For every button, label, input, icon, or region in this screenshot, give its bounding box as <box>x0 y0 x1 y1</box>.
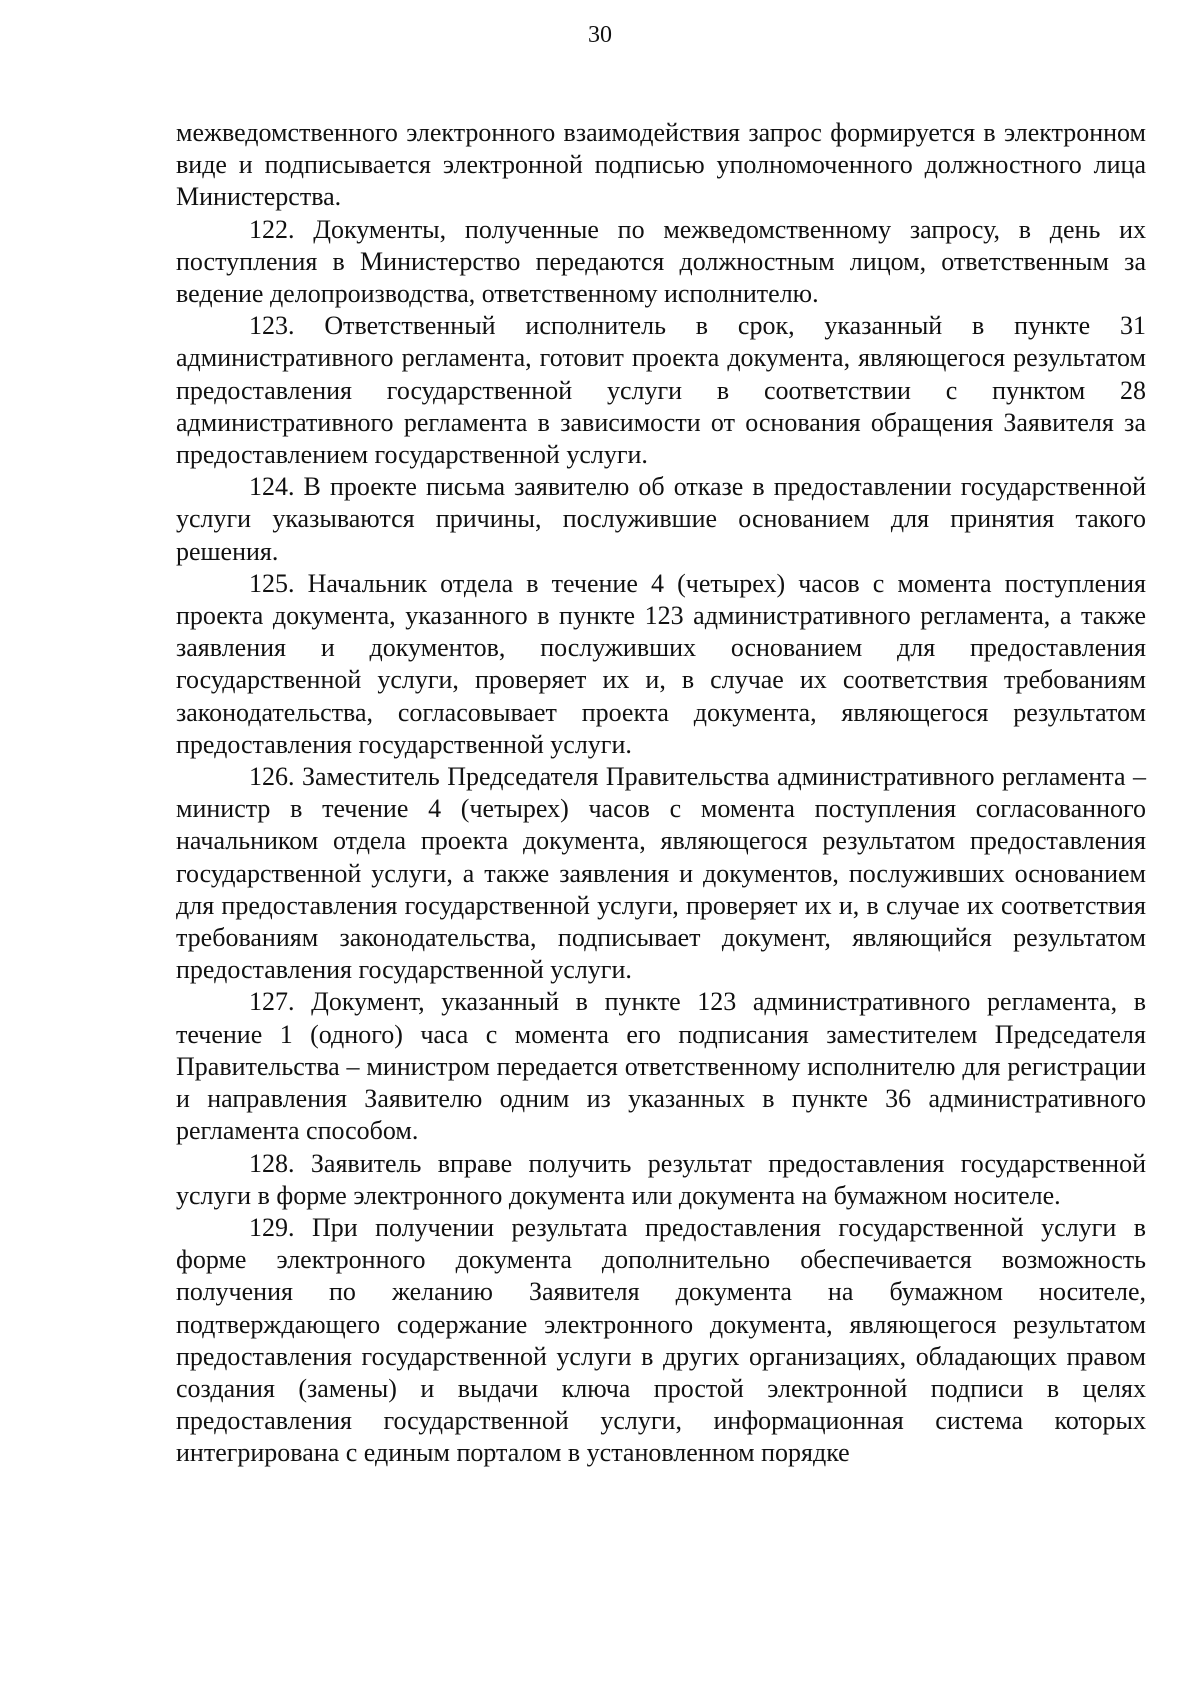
paragraph-122: 122. Документы, полученные по межведомственному запросу, в день их поступления в Министерство передаются должностным лицом, ответственным за ведение делопроизводства, ответственному исполнителю. <box>176 214 1146 309</box>
paragraph-127: 127. Документ, указанный в пункте 123 административного регламента, в течение 1 (одного) часа с момента его подписания заместителем Председателя Правительства – министром передается ответственному исполнителю для регистрации и направления Заявителю одним из указанных в пункте 36 административного регламента способом. <box>176 987 1146 1146</box>
paragraph-126: 126. Заместитель Председателя Правительства административного регламента – министр в течение 4 (четырех) часов с момента поступления согласованного начальником отдела проекта документа, являющегося результатом предоставления государственной услуги, а также заявления и документов, послуживших основанием для предоставления государственной услуги, проверяет их и, в случае их соответствия требованиям законодательства, подписывает документ, являющийся результатом предоставления государственной услуги. <box>176 762 1146 985</box>
paragraph-continuation: межведомственного электронного взаимодействия запрос формируется в электронном виде и подписывается электронной подписью уполномоченного должностного лица Министерства. <box>176 118 1146 212</box>
page-number: 30 <box>588 22 612 48</box>
paragraph-129: 129. При получении результата предоставления государственной услуги в форме электронного документа дополнительно обеспечивается возможность получения по желанию Заявителя документа на бумажном носителе, подтверждающего содержание электронного документа, являющегося результатом предоставления государственной услуги в других организациях, обладающих правом создания (замены) и выдачи ключа простой электронной подписи в целях предоставления государственной услуги, информационная система которых интегрирована с единым порталом в установленном порядке <box>176 1212 1146 1468</box>
paragraph-128: 128. Заявитель вправе получить результат предоставления государственной услуги в форме электронного документа или документа на бумажном носителе. <box>176 1148 1146 1210</box>
paragraph-125: 125. Начальник отдела в течение 4 (четырех) часов с момента поступления проекта документа, указанного в пункте 123 административного регламента, а также заявления и документов, послуживших основанием для предоставления государственной услуги, проверяет их и, в случае их соответствия требованиям законодательства, согласовывает проекта документа, являющегося результатом предоставления государственной услуги. <box>176 568 1146 759</box>
document-body <box>176 117 1146 1470</box>
paragraph-123: 123. Ответственный исполнитель в срок, указанный в пункте 31 административного регламента, готовит проекта документа, являющегося результатом предоставления государственной услуги в соответствии с пунктом 28 административного регламента в зависимости от основания обращения Заявителя за предоставлением государственной услуги. <box>176 311 1146 470</box>
paragraph-124: 124. В проекте письма заявителю об отказе в предоставлении государственной услуги указываются причины, послужившие основанием для принятия такого решения. <box>176 472 1146 566</box>
